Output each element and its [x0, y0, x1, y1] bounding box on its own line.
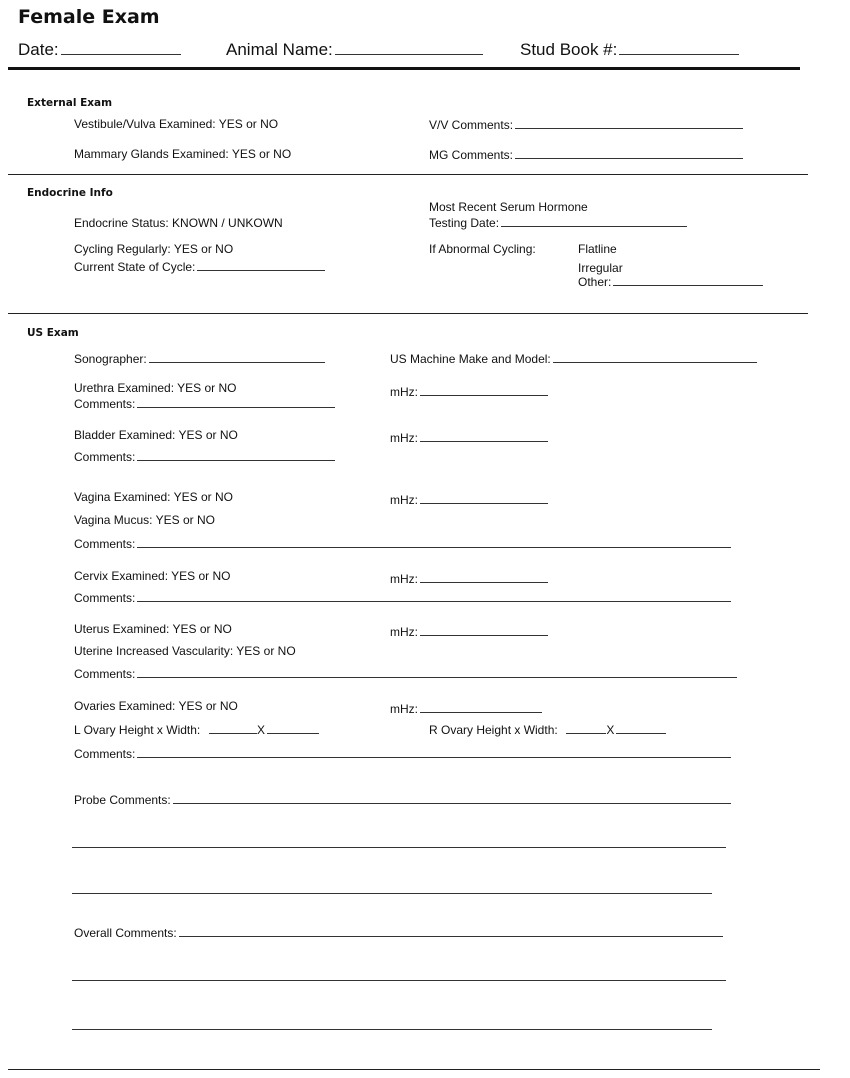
endocrine-heading: Endocrine Info — [27, 187, 113, 199]
external-exam-heading: External Exam — [27, 97, 113, 109]
vv-comments-blank[interactable] — [515, 117, 743, 129]
overall-comments-blank[interactable] — [179, 925, 723, 937]
sonographer-field[interactable] — [74, 351, 325, 366]
sonographer-label: Sonographer: — [74, 352, 147, 366]
vv-comments-label: V/V Comments: — [429, 118, 514, 132]
mhz-label: mHz: — [390, 572, 418, 586]
cycle-state-blank[interactable] — [197, 259, 325, 271]
machine-blank[interactable] — [553, 351, 757, 363]
animal-name-field[interactable] — [226, 40, 483, 60]
mhz-label: mHz: — [390, 493, 418, 507]
ovaries-comments-field[interactable] — [74, 746, 731, 761]
comments-blank[interactable] — [137, 396, 335, 408]
date-field[interactable] — [18, 40, 181, 60]
mhz-blank[interactable] — [420, 492, 548, 504]
mhz-label: mHz: — [390, 431, 418, 445]
probe-comments-blank[interactable] — [173, 792, 731, 804]
vagina-mhz-field[interactable] — [390, 492, 548, 507]
section-divider — [8, 174, 808, 175]
bladder-comments-field[interactable] — [74, 449, 335, 464]
flatline-option: Flatline — [578, 242, 617, 256]
cervix-mhz-field[interactable] — [390, 571, 548, 586]
r-ovary-width-blank[interactable] — [616, 722, 666, 734]
abnormal-cycling-label: If Abnormal Cycling: — [429, 242, 536, 256]
r-ovary-label: R Ovary Height x Width: — [429, 723, 558, 737]
mhz-blank[interactable] — [420, 701, 542, 713]
stud-book-field[interactable] — [520, 40, 739, 60]
testing-date-label: Testing Date: — [429, 216, 500, 230]
endocrine-status-label: Endocrine Status: KNOWN / UNKOWN — [74, 216, 283, 230]
irregular-option: Irregular — [578, 261, 623, 275]
header-divider — [8, 67, 800, 70]
comments-label: Comments: — [74, 537, 136, 551]
urethra-examined-label: Urethra Examined: YES or NO — [74, 381, 237, 395]
stud-book-blank[interactable] — [619, 43, 739, 55]
date-label: Date: — [18, 40, 59, 59]
machine-label: US Machine Make and Model: — [390, 352, 551, 366]
us-exam-heading: US Exam — [27, 327, 79, 339]
other-field[interactable] — [578, 274, 763, 289]
serum-label: Most Recent Serum Hormone — [429, 200, 588, 214]
l-ovary-field[interactable] — [74, 722, 319, 737]
overall-comments-line[interactable] — [72, 980, 726, 981]
l-ovary-height-blank[interactable] — [209, 722, 257, 734]
vagina-comments-field[interactable] — [74, 536, 731, 551]
mhz-blank[interactable] — [420, 384, 548, 396]
other-blank[interactable] — [613, 274, 763, 286]
testing-date-blank[interactable] — [501, 215, 687, 227]
comments-label: Comments: — [74, 667, 136, 681]
uterine-vascularity-label: Uterine Increased Vascularity: YES or NO — [74, 644, 296, 658]
l-ovary-label: L Ovary Height x Width: — [74, 723, 201, 737]
x-separator: X — [256, 723, 265, 737]
mhz-label: mHz: — [390, 385, 418, 399]
mhz-blank[interactable] — [420, 624, 548, 636]
urethra-comments-field[interactable] — [74, 396, 335, 411]
comments-blank[interactable] — [137, 590, 731, 602]
probe-comments-line[interactable] — [72, 893, 712, 894]
date-blank[interactable] — [61, 43, 181, 55]
mhz-blank[interactable] — [420, 571, 548, 583]
comments-label: Comments: — [74, 450, 136, 464]
uterus-mhz-field[interactable] — [390, 624, 548, 639]
cervix-comments-field[interactable] — [74, 590, 731, 605]
probe-comments-label: Probe Comments: — [74, 793, 171, 807]
mhz-blank[interactable] — [420, 430, 548, 442]
comments-blank[interactable] — [137, 449, 335, 461]
mg-examined-label: Mammary Glands Examined: YES or NO — [74, 147, 292, 161]
uterus-examined-label: Uterus Examined: YES or NO — [74, 622, 232, 636]
overall-comments-line[interactable] — [72, 1029, 712, 1030]
sonographer-blank[interactable] — [149, 351, 325, 363]
comments-blank[interactable] — [137, 746, 731, 758]
section-divider — [8, 313, 808, 314]
animal-name-label: Animal Name: — [226, 40, 333, 59]
l-ovary-width-blank[interactable] — [267, 722, 319, 734]
testing-date-field[interactable] — [429, 215, 687, 230]
cycle-state-field[interactable] — [74, 259, 325, 274]
comments-label: Comments: — [74, 591, 136, 605]
cervix-examined-label: Cervix Examined: YES or NO — [74, 569, 231, 583]
probe-comments-field[interactable] — [74, 792, 731, 807]
probe-comments-line[interactable] — [72, 847, 726, 848]
other-label: Other: — [578, 275, 612, 289]
cycling-label: Cycling Regularly: YES or NO — [74, 242, 234, 256]
mg-comments-blank[interactable] — [515, 147, 743, 159]
animal-name-blank[interactable] — [335, 43, 483, 55]
stud-book-label: Stud Book #: — [520, 40, 618, 59]
footer-divider — [8, 1069, 820, 1070]
mhz-label: mHz: — [390, 702, 418, 716]
comments-label: Comments: — [74, 747, 136, 761]
vv-examined-label: Vestibule/Vulva Examined: YES or NO — [74, 117, 279, 131]
mg-comments-field[interactable] — [429, 147, 743, 162]
mg-comments-label: MG Comments: — [429, 148, 514, 162]
x-separator: X — [606, 723, 615, 737]
r-ovary-field[interactable] — [429, 722, 666, 737]
bladder-examined-label: Bladder Examined: YES or NO — [74, 428, 238, 442]
uterus-comments-field[interactable] — [74, 666, 737, 681]
overall-comments-label: Overall Comments: — [74, 926, 177, 940]
overall-comments-field[interactable] — [74, 925, 723, 940]
vagina-mucus-label: Vagina Mucus: YES or NO — [74, 513, 215, 527]
vv-comments-field[interactable] — [429, 117, 743, 132]
mhz-label: mHz: — [390, 625, 418, 639]
machine-field[interactable] — [390, 351, 757, 366]
vagina-examined-label: Vagina Examined: YES or NO — [74, 490, 233, 504]
cycle-state-label: Current State of Cycle: — [74, 260, 196, 274]
comments-label: Comments: — [74, 397, 136, 411]
ovaries-mhz-field[interactable] — [390, 701, 542, 716]
urethra-mhz-field[interactable] — [390, 384, 548, 399]
bladder-mhz-field[interactable] — [390, 430, 548, 445]
ovaries-examined-label: Ovaries Examined: YES or NO — [74, 699, 238, 713]
comments-blank[interactable] — [137, 536, 731, 548]
form-title: Female Exam — [18, 6, 160, 28]
comments-blank[interactable] — [137, 666, 737, 678]
r-ovary-height-blank[interactable] — [566, 722, 606, 734]
